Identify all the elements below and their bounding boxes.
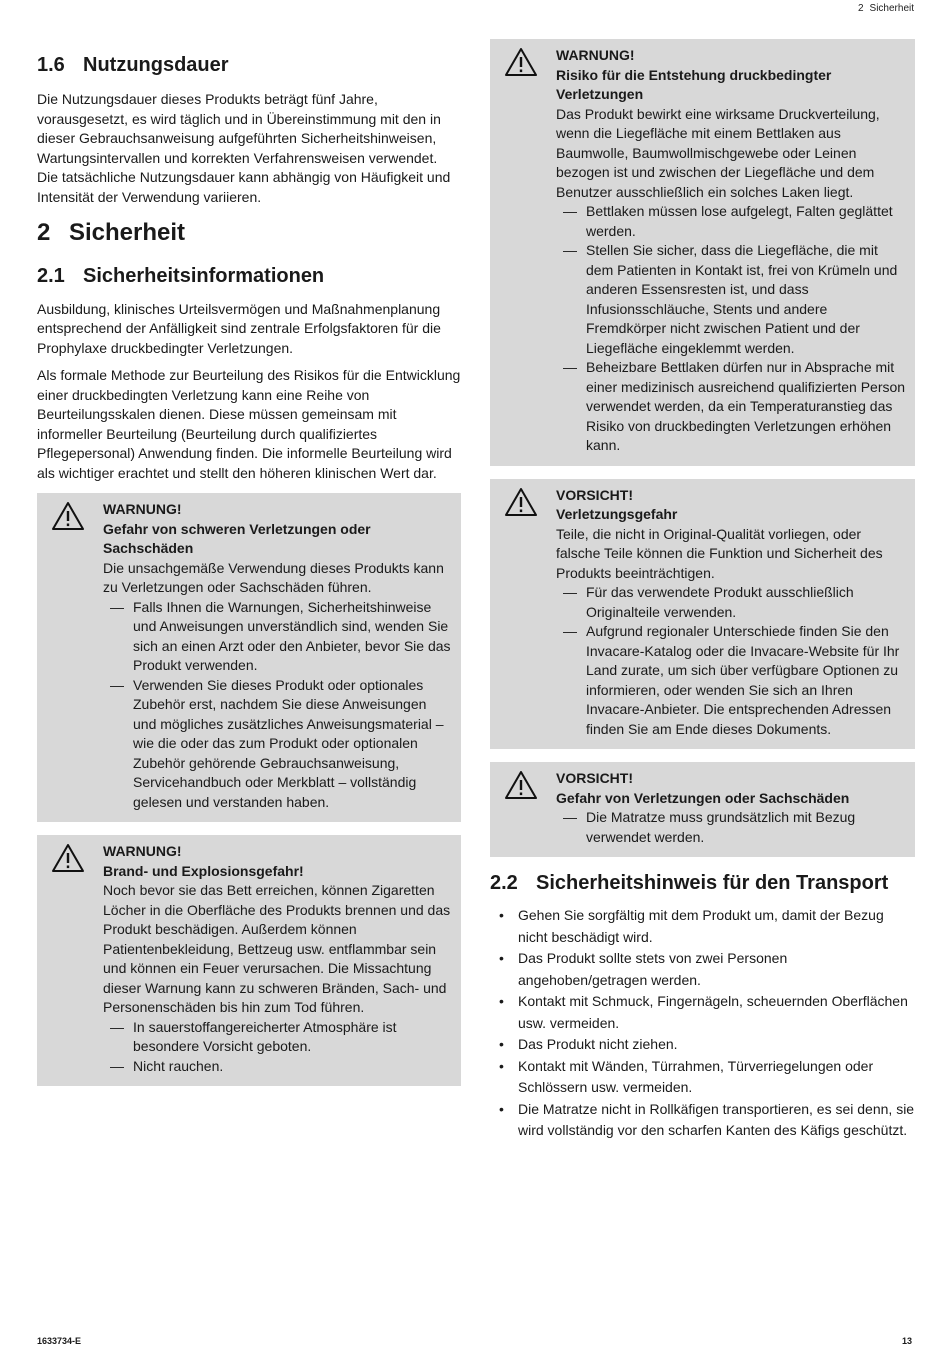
list-item: — Die Matratze muss grundsätzlich mit Bezug verwendet werden. [556,808,907,847]
right-column [490,39,915,1142]
callout-text: Die unsachgemäße Verwendung dieses Produkts kann zu Verletzungen oder Sachschäden führen. [103,559,444,596]
list-item: • Gehen Sie sorgfältig mit dem Produkt um, damit der Bezug nicht beschädigt wird. [490,905,915,948]
callout-label: WARNUNG! [103,501,182,518]
chapter-title: Sicherheit [69,219,186,246]
warning-triangle-icon [504,770,538,800]
callout-list [103,598,453,813]
list-item: — In sauerstoffangereicherter Atmosphäre ist besondere Vorsicht geboten. [103,1018,453,1057]
warning-triangle-icon [504,487,538,517]
transport-bullet-list [490,905,915,1142]
section-number: 1.6 [37,54,65,76]
callout-list [556,808,907,847]
warning-box-injury [37,493,461,822]
left-column [37,40,461,1086]
header-section-title: Sicherheit [869,3,914,14]
caution-box-cover [490,762,915,857]
list-item: — Bettlaken müssen lose aufgelegt, Falten geglättet werden. [556,202,907,241]
section-title: Sicherheitshinweis für den Transport [536,872,889,894]
paragraph-service-life: Die Nutzungsdauer dieses Produkts beträgt fünf Jahre, vorausgesetzt, es wird täglich und in Übereinstimmung mit den in dieser Gebrauchsanweisung aufgeführten Sicherheitshinweisen, Wartungsintervallen und korrekten Verfahrensweisen verwendet. Die tatsächliche Nutzungsdauer kann abhängig von Häufigkeit und Intensität der Verwendung variieren. [37,91,451,205]
callout-label: VORSICHT! [556,770,633,786]
paragraph-assessment: Als formale Methode zur Beurteilung des Risikos für die Entwicklung einer druckbedingten Verletzung kann eine Reihe von Beurteilungsskalen dienen. Diese müssen gemeinsam mit informeller Beurteilung (Beurteilung durch qualifiziertes Pflegepersonal) Anwendung finden. Die informelle Beurteilung wird als wichtiger erachtet und stellt den höheren klinischen Wert dar. [37,367,461,481]
callout-title: Gefahr von schweren Verletzungen oder Sachschäden [103,520,371,557]
list-item: — Stellen Sie sicher, dass die Liegefläche, die mit dem Patienten in Kontakt ist, frei von Krümeln und anderen Essensresten ist, und dass Infusionsschläuche, Stents und andere Fremdkörper nicht zwischen Patient und der Liegefläche eingeklemmt werden. [556,241,907,358]
warning-triangle-icon [51,843,85,873]
section-number: 2.1 [37,264,65,287]
list-item: — Verwenden Sie dieses Produkt oder optionales Zubehör erst, nachdem Sie diese Anweisungen und mögliches zusätzliches Anweisungsmaterial – wie die oder das zum Produkt oder optionalen Zubehör gehörende Gebrauchsanweisung, Servicehandbuch oder Merkblatt – vollständig gelesen und verstanden haben. [103,676,453,813]
caution-box-parts [490,479,915,750]
section-title: Nutzungsdauer [83,54,229,76]
callout-label: WARNUNG! [556,47,635,63]
callout-title: Gefahr von Verletzungen oder Sachschäden [556,789,850,806]
running-header [858,3,914,14]
list-item: — Falls Ihnen die Warnungen, Sicherheitshinweise und Anweisungen unverständlich sind, wenden Sie sich an einen Arzt oder den Anbieter, bevor Sie das Produkt verwenden. [103,598,453,676]
callout-label: VORSICHT! [556,486,633,503]
callout-text: Teile, die nicht in Original-Qualität vorliegen, oder falsche Teile können die Funktion und Sicherheit des Produkts beeinträchtigen. [556,525,883,581]
callout-title: Verletzungsgefahr [556,506,678,522]
warning-box-pressure [490,39,915,466]
callout-title: Risiko für die Entstehung druckbedingter Verletzungen [556,66,832,102]
chapter-number: 2 [37,219,51,246]
section-heading-2-1 [37,264,461,288]
list-item: • Das Produkt sollte stets von zwei Personen angehoben/getragen werden. [490,948,915,991]
callout-title: Brand- und Explosionsgefahr! [103,862,304,879]
chapter-heading-2 [37,219,461,248]
list-item: • Die Matratze nicht in Rollkäfigen transportieren, es sei denn, sie wird vollständig vor den scharfen Kanten des Käfigs geschützt. [490,1099,915,1142]
callout-label: WARNUNG! [103,843,182,860]
paragraph-training: Ausbildung, klinisches Urteilsvermögen und Maßnahmenplanung entsprechend der Anfälligkeit sind zentrale Erfolgsfaktoren für die Prophylaxe druckbedingter Verletzungen. [37,300,441,356]
list-item: — Für das verwendete Produkt ausschließlich Originalteile verwenden. [556,583,907,622]
callout-list [556,202,907,456]
list-item: • Das Produkt nicht ziehen. [490,1034,915,1056]
list-item: • Kontakt mit Wänden, Türrahmen, Türverriegelungen oder Schlössern usw. vermeiden. [490,1056,915,1099]
footer-page-number: 13 [901,1336,912,1346]
list-item: — Aufgrund regionaler Unterschiede finden Sie den Invacare-Katalog oder die Invacare-Website für Ihr Land zurate, um sich über verfügbare Optionen zu informieren, oder wenden Sie sich an Ihren Invacare-Anbieter. Die entsprechenden Adressen finden Sie am Ende dieses Dokuments. [556,622,907,739]
warning-box-fire [37,835,461,1086]
callout-list [103,1018,453,1077]
list-item: • Kontakt mit Schmuck, Fingernägeln, scheuernden Oberflächen usw. vermeiden. [490,991,915,1034]
callout-list [556,583,907,739]
list-item: — Nicht rauchen. [103,1057,453,1077]
section-heading-2-2 [490,871,915,895]
warning-triangle-icon [51,501,85,531]
callout-text: Noch bevor sie das Bett erreichen, können Zigaretten Löcher in die Oberfläche des Produkts brennen und das Produkt beschädigen. Außerdem können Patientenbekleidung, Bettzeug usw. entflammbar sein und können ein Feuer verursachen. Die Missachtung dieser Warnung kann zu schweren Bränden, Sach- und Personenschäden bis hin zum Tod führen. [103,882,451,1016]
warning-triangle-icon [504,47,538,77]
section-number: 2.2 [490,872,518,894]
list-item: — Beheizbare Bettlaken dürfen nur in Absprache mit einer medizinisch ausreichend qualifizierten Person verwendet werden, da ein Temperaturanstieg das Risiko von druckbedingten Verletzungen erhöhen kann. [556,358,907,456]
section-title: Sicherheitsinformationen [83,264,325,287]
callout-text: Das Produkt bewirkt eine wirksame Druckverteilung, wenn die Liegefläche mit einem Bettlaken aus Baumwolle, Baumwollmischgewebe oder Leinen bezogen ist und zwischen der Liegefläche und dem Benutzer ausschließlich ein solches Laken liegt. [556,105,880,200]
section-heading-1-6 [37,53,461,77]
header-section-number: 2 [857,3,864,14]
footer-doc-id: 1633734-E [37,1336,82,1346]
